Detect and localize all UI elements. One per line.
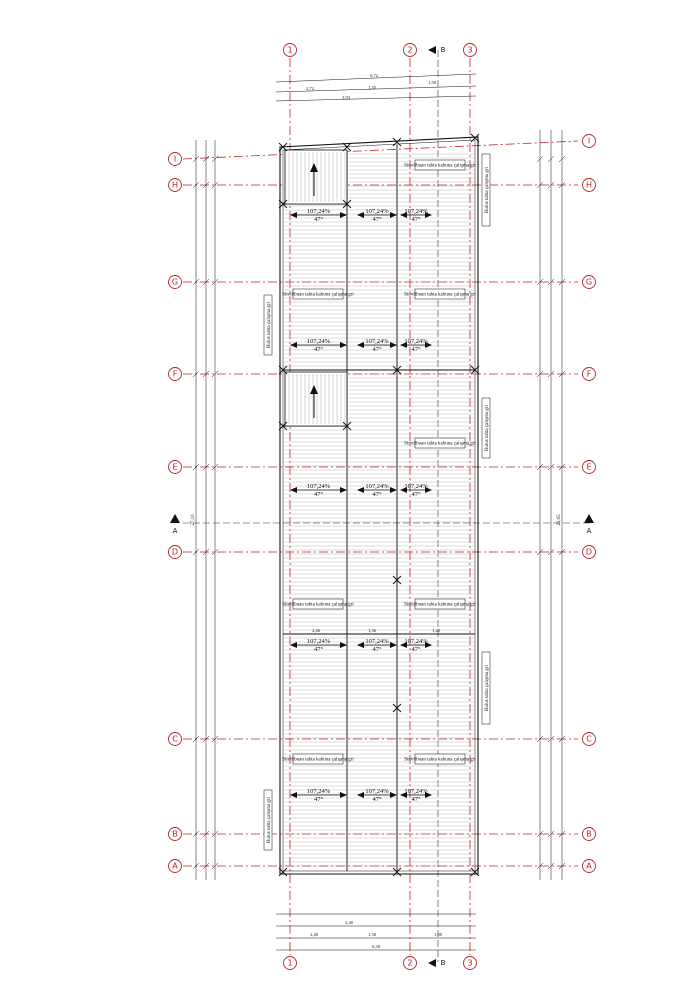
panel-label (282, 289, 354, 299)
bubble-row-E-right: E (586, 462, 592, 472)
svg-text:Sinvilbuan tahta kahuna çalışm: Sinvilbuan tahta kahuna çalışma gri (404, 441, 476, 447)
dim-mid-a: 2,46 (312, 628, 320, 633)
slope-angle: 47° (313, 646, 324, 653)
bubble-row-A-right: A (586, 861, 592, 871)
slope-percent: 107,24% (404, 208, 428, 215)
slope-angle: 47° (411, 796, 421, 803)
dim-top-c: 1,35 (368, 85, 376, 90)
dim-top-overall: 6,72 (370, 73, 378, 78)
svg-text:Sinvilbuan tahta kahuna çalışm: Sinvilbuan tahta kahuna çalışma gri (404, 292, 476, 298)
panel-label (404, 438, 476, 448)
slope-percent: 107,24% (365, 338, 389, 345)
column-markers (279, 134, 479, 876)
dim-bottom-d: 2,40 (310, 932, 318, 937)
slope-angle: 47° (372, 216, 382, 223)
bubble-row-H-right: H (585, 180, 593, 190)
slope-indicator (400, 338, 432, 353)
slope-indicator (400, 483, 432, 498)
bubble-col-1-top: 1 (287, 45, 293, 55)
bubble-row-B-right: B (586, 829, 592, 839)
svg-text:Sinvilbuan tahta kahuna çalışm: Sinvilbuan tahta kahuna çalışma gri (404, 757, 476, 763)
opening-lower (285, 372, 347, 426)
panel-label (404, 599, 476, 609)
bubble-col-3-top: 3 (467, 45, 473, 55)
bubble-col-2-top: 2 (407, 45, 413, 55)
bubble-row-G-right: G (585, 277, 593, 287)
svg-text:Sinvilbuan tahta kahuna çalışm: Sinvilbuan tahta kahuna çalışma gri (282, 602, 354, 608)
slope-indicator (357, 208, 397, 223)
slope-indicator (290, 208, 347, 223)
slope-indicator (357, 788, 397, 803)
slope-percent: 107,24% (306, 338, 331, 345)
dim-bottom-c: 1,90 (434, 932, 442, 937)
svg-text:B: B (440, 959, 446, 967)
dim-right-total: 23,05 (557, 514, 562, 526)
slope-indicator (290, 338, 347, 353)
bubble-row-B-left: B (172, 829, 178, 839)
bubble-row-A-left: A (172, 861, 178, 871)
bubble-row-D-left: D (171, 547, 179, 557)
bubble-row-D-right: D (585, 547, 593, 557)
slope-percent: 107,24% (365, 208, 389, 215)
bubble-row-F-left: F (172, 369, 178, 379)
panel-label (282, 599, 354, 609)
slope-percent: 107,24% (306, 638, 331, 645)
slope-angle: 47° (411, 646, 421, 653)
slope-angle: 47° (313, 796, 324, 803)
panel-label (404, 289, 476, 299)
side-dimension-lines (196, 130, 562, 880)
svg-text:Sinvilbuan tahta kahuna çalışm: Sinvilbuan tahta kahuna çalışma gri (404, 163, 476, 169)
slope-angle: 47° (313, 216, 324, 223)
section-mark-a-right (584, 514, 594, 535)
slope-indicator (290, 638, 347, 653)
side-label-right-lower: Bulus tahta çalışma gri (485, 665, 490, 711)
slope-angle: 47° (411, 346, 421, 353)
slope-angle: 47° (411, 491, 421, 498)
slope-angle: 47° (372, 346, 382, 353)
dim-top-d: 3,93 (342, 95, 350, 100)
side-label-left-upper: Bulus tahta çalışma gri (267, 302, 272, 348)
side-label-right-mid: Bulus tahta çalışma gri (485, 405, 490, 451)
slope-percent: 107,24% (306, 788, 331, 795)
slope-angle: 47° (313, 491, 324, 498)
dim-top-a: 2,72 (306, 86, 314, 91)
slope-indicator (400, 788, 432, 803)
dim-bottom-a: 2,40 (345, 920, 353, 925)
bubble-row-C-right: C (586, 734, 592, 744)
slope-angle: 47° (372, 646, 382, 653)
section-mark-b-bottom (428, 959, 446, 967)
section-mark-a-left (170, 514, 180, 535)
dim-mid-c: 1,40 (432, 628, 440, 633)
bubble-col-1-bottom: 1 (287, 958, 293, 968)
opening-upper (285, 150, 347, 204)
slope-percent: 107,24% (404, 788, 428, 795)
slope-indicator (290, 483, 347, 498)
svg-text:Sinvilbuan tahta kahuna çalışm: Sinvilbuan tahta kahuna çalışma gri (404, 602, 476, 608)
slope-indicator (357, 638, 397, 653)
slope-percent: 107,24% (365, 638, 389, 645)
side-label-left-lower: Bulus tahta çalışma gri (267, 797, 272, 843)
dim-bottom-overall: 6,30 (372, 944, 380, 949)
slope-percent: 107,24% (365, 788, 389, 795)
slope-percent: 107,24% (306, 208, 331, 215)
bubble-row-I-left: I (173, 154, 177, 164)
panel-label (404, 160, 476, 170)
slope-percent: 107,24% (306, 483, 331, 490)
row-bubbles (169, 135, 596, 873)
slope-angle: 47° (411, 216, 421, 223)
dim-top-b: 1,50 (428, 80, 436, 85)
svg-text:A: A (586, 527, 592, 535)
slope-percent: 107,24% (404, 338, 428, 345)
bubble-row-C-left: C (172, 734, 178, 744)
panel-label (404, 754, 476, 764)
dim-mid-b: 1,36 (368, 628, 376, 633)
slope-angle: 47° (372, 491, 382, 498)
slope-indicator (400, 208, 432, 223)
bubble-row-H-left: H (171, 180, 179, 190)
slope-indicator (400, 638, 432, 653)
slope-angle: 47° (313, 346, 324, 353)
svg-text:A: A (172, 527, 178, 535)
dim-left-total: 27,10 (191, 514, 196, 526)
slope-percent: 107,24% (404, 638, 428, 645)
svg-text:Sinvilbuan tahta kahuna çalışm: Sinvilbuan tahta kahuna çalışma gri (282, 757, 354, 763)
slope-percent: 107,24% (404, 483, 428, 490)
slope-percent: 107,24% (365, 483, 389, 490)
side-label-right-top: Bulus tahta çalışma gri (485, 167, 490, 213)
bubble-col-2-bottom: 2 (407, 958, 413, 968)
bubble-col-3-bottom: 3 (467, 958, 473, 968)
dim-bottom-b: 1,30 (368, 932, 376, 937)
svg-text:B: B (440, 46, 446, 54)
svg-text:Sinvilbuan tahta kahuna çalışm: Sinvilbuan tahta kahuna çalışma gri (282, 292, 354, 298)
bubble-row-G-left: G (171, 277, 179, 287)
slope-indicator (357, 483, 397, 498)
slope-indicator (290, 788, 347, 803)
bubble-row-I-right: I (587, 136, 591, 146)
slope-angle: 47° (372, 796, 382, 803)
bubble-row-E-left: E (172, 462, 178, 472)
slope-indicator (357, 338, 397, 353)
bubble-row-F-right: F (586, 369, 592, 379)
row-axes (183, 141, 578, 866)
panel-label (282, 754, 354, 764)
section-mark-b-top (428, 46, 446, 54)
